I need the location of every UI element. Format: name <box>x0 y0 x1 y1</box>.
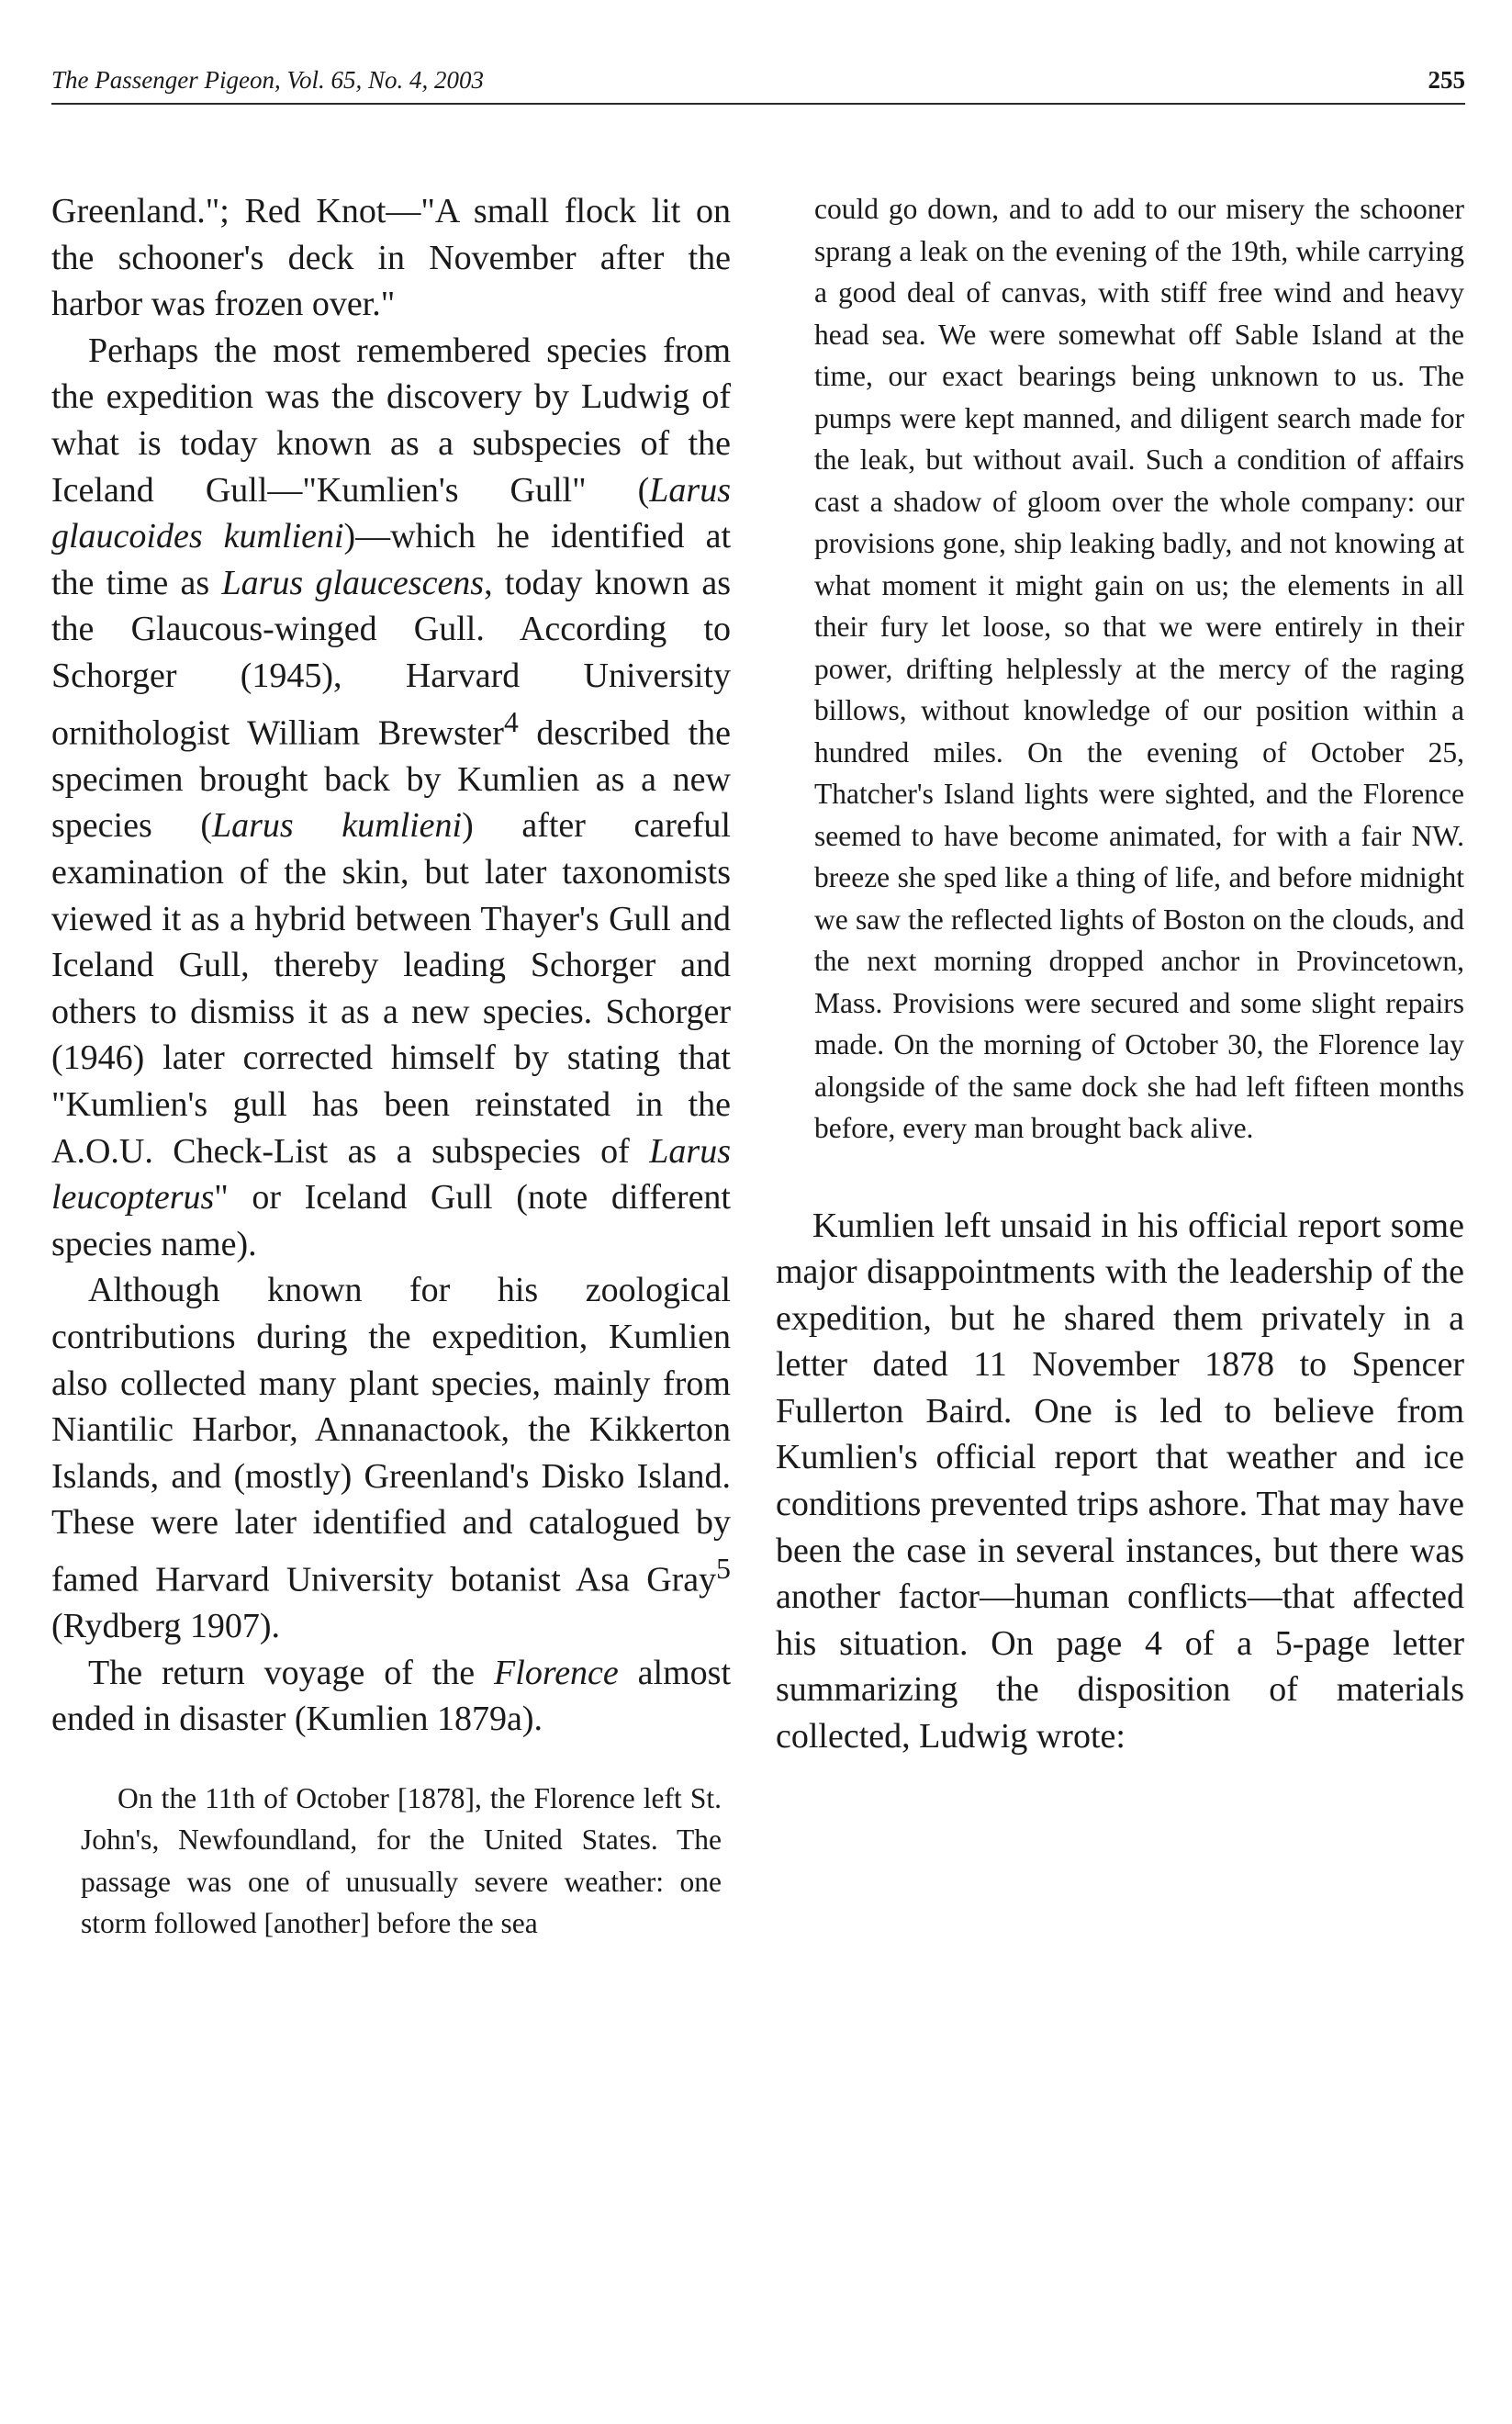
paragraph-return-voyage <box>51 1650 731 1743</box>
species-name: Larus leucopterus <box>51 1131 731 1218</box>
text-run: Perhaps the most remembered species from the expedition was the discovery by Ludwig of what is today known as a subspecies of the Iceland Gull—"Kumlien's Gull" ( <box>51 331 731 510</box>
footnote-marker: 4 <box>503 705 519 738</box>
text-run: , today known as the Glaucous-winged Gull. According to Schorger (1945), Harvard University ornithologist William Brewster <box>51 563 732 753</box>
block-quote <box>51 1778 731 1945</box>
footnote-marker: 5 <box>716 1552 731 1585</box>
paragraph-plants <box>51 1267 731 1649</box>
text-run: described the specimen brought back by Kumlien as a new species ( <box>51 713 731 846</box>
block-quote-text: could go down, and to add to our misery the schooner sprang a leak on the evening of the 19th, while carrying a good deal of canvas, with stiff free wind and heavy head sea. We were somewhat off Sable Island at the time, our exact bearings being unknown to us. The pumps were kept manned, and diligent search made for the leak, but without avail. Such a condition of affairs cast a shadow of gloom over the whole company: our provisions gone, ship leaking badly, and not knowing at what moment it might gain on us; the elements in all their fury let loose, so that we were entirely in their power, drifting helplessly at the mercy of the raging billows, without knowledge of our position within a hundred miles. On the evening of October 25, Thatcher's Island lights were sighted, and the Florence seemed to have become animated, for with a fair NW. breeze she sped like a thing of life, and before midnight we saw the reflected lights of Boston on the clouds, and the next morning dropped anchor in Provincetown, Mass. Provisions were secured and some slight repairs made. On the morning of October 30, the Florence lay alongside of the same dock she had left fifteen months before, every man brought back alive. <box>814 193 1464 1144</box>
journal-citation: The Passenger Pigeon, Vol. 65, No. 4, 2003 <box>51 66 484 94</box>
text-run: (Rydberg 1907). <box>51 1607 280 1646</box>
page-number: 255 <box>1428 66 1465 94</box>
right-column <box>776 188 1464 1760</box>
species-name: Larus glaucescens <box>221 563 485 602</box>
species-name: Larus kumlieni <box>211 806 463 846</box>
paragraph-continued: Greenland."; Red Knot—"A small flock lit on the schooner's deck in November after the harbor was frozen over." <box>51 192 731 324</box>
text-run: The return voyage of the <box>88 1653 495 1692</box>
text-run: Although known for his zoological contributions during the expedition, Kumlien also collected many plant species, mainly from Niantilic Harbor, Annanactook, the Kikkerton Islands, and (mostly) Greenland's Disko Island. These were later identified and catalogued by famed Harvard University botanist Asa Gray <box>51 1271 731 1599</box>
paragraph-disappointments: Kumlien left unsaid in his official report some major disappointments with the leadership of the expedition, but he shared them privately in a letter dated 11 November 1878 to Spencer Fullerton Baird. One is led to believe from Kumlien's official report that weather and ice conditions prevented trips ashore. That may have been the case in several instances, but there was another factor—human conflicts—that affected his situation. On page 4 of a 5-page letter summarizing the disposition of materials collected, Ludwig wrote: <box>776 1206 1464 1756</box>
text-run: " or Iceland Gull (note different species name). <box>51 1178 731 1263</box>
block-quote-continued <box>814 188 1464 1150</box>
species-name: Larus glaucoides kumlieni <box>51 470 731 556</box>
text-run: ) after careful examination of the skin, but later taxonomists viewed it as a hybrid between Thayer's Gull and Iceland Gull, thereby leading Schorger and others to dismiss it as a new species. Schorger (1946) later corrected himself by stating that "Kumlien's gull has been reinstated in the A.O.U. Check-List as a subspecies of <box>51 806 731 1171</box>
left-column <box>51 188 731 1945</box>
paragraph-kumliens-gull <box>51 328 731 1268</box>
text-run: almost ended in disaster (Kumlien 1879a). <box>51 1653 732 1739</box>
ship-name: Florence <box>494 1653 619 1692</box>
text-run: )—which he identified at the time as <box>51 517 732 602</box>
block-quote-text: On the 11th of October [1878], the Florence left St. John's, Newfoundland, for the United States. The passage was one of unusually severe weather: one storm followed [another] before the sea <box>81 1781 722 1940</box>
running-header <box>51 66 1465 105</box>
